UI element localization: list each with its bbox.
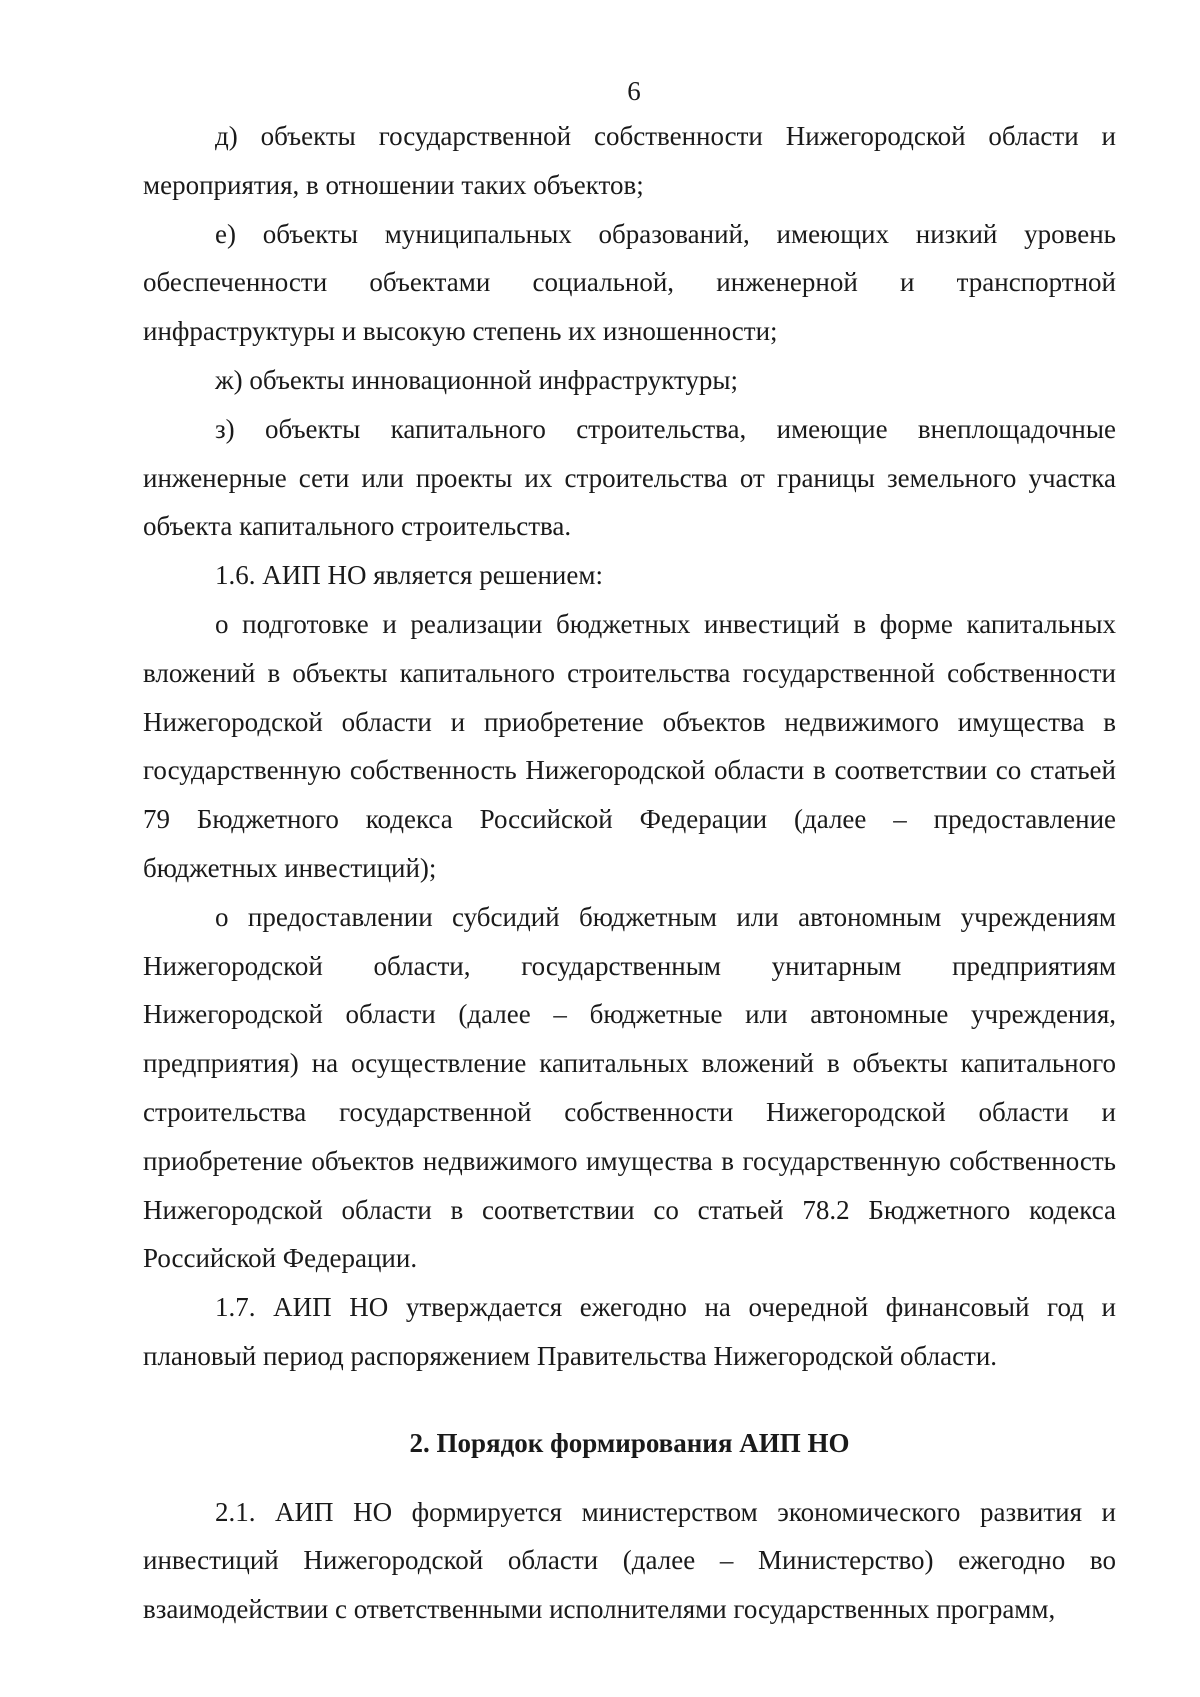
paragraph-zh: ж) объекты инновационной инфраструктуры; xyxy=(215,364,739,395)
paragraph-e: е) объекты муниципальных образований, имеющих низкий уровень обеспеченности объектами социальной, инженерной и транспортной инфраструктуры и высокую степень их изношенности; xyxy=(143,218,1116,347)
section-heading: 2. Порядок формирования АИП НО xyxy=(409,1427,850,1458)
document-body xyxy=(143,112,1116,1634)
page-number: 6 xyxy=(627,76,641,106)
paragraph-1-7: 1.7. АИП НО утверждается ежегодно на очередной финансовый год и плановый период распоряжением Правительства Нижегородской области. xyxy=(143,1292,1116,1371)
paragraph-2-1: 2.1. АИП НО формируется министерством экономического развития и инвестиций Нижегородской области (далее – Министерство) ежегодно во взаимодействии с ответственными исполнителями государственных программ, xyxy=(143,1496,1116,1625)
paragraph-1-6: 1.6. АИП НО является решением: xyxy=(215,560,603,591)
paragraph-d: д) объекты государственной собственности Нижегородской области и мероприятия, в отношении таких объектов; xyxy=(143,121,1116,200)
paragraph-subsidies: о предоставлении субсидий бюджетным или автономным учреждениям Нижегородской области, государственным унитарным предприятиям Нижегородской области (далее – бюджетные или автономные учреждения, предприятия) на осуществление капитальных вложений в объекты капитального строительства государственной собственности Нижегородской области и приобретение объектов недвижимого имущества в государственную собственность Нижегородской области в соответствии со статьей 78.2 Бюджетного кодекса Российской Федерации. xyxy=(143,901,1116,1274)
paragraph-z: з) объекты капитального строительства, имеющие внеплощадочные инженерные сети или проекты их строительства от границы земельного участка объекта капитального строительства. xyxy=(143,413,1116,542)
paragraph-budget-investments: о подготовке и реализации бюджетных инвестиций в форме капитальных вложений в объекты капитального строительства государственной собственности Нижегородской области и приобретение объектов недвижимого имущества в государственную собственность Нижегородской области в соответствии со статьей 79 Бюджетного кодекса Российской Федерации (далее – предоставление бюджетных инвестиций); xyxy=(143,608,1116,883)
